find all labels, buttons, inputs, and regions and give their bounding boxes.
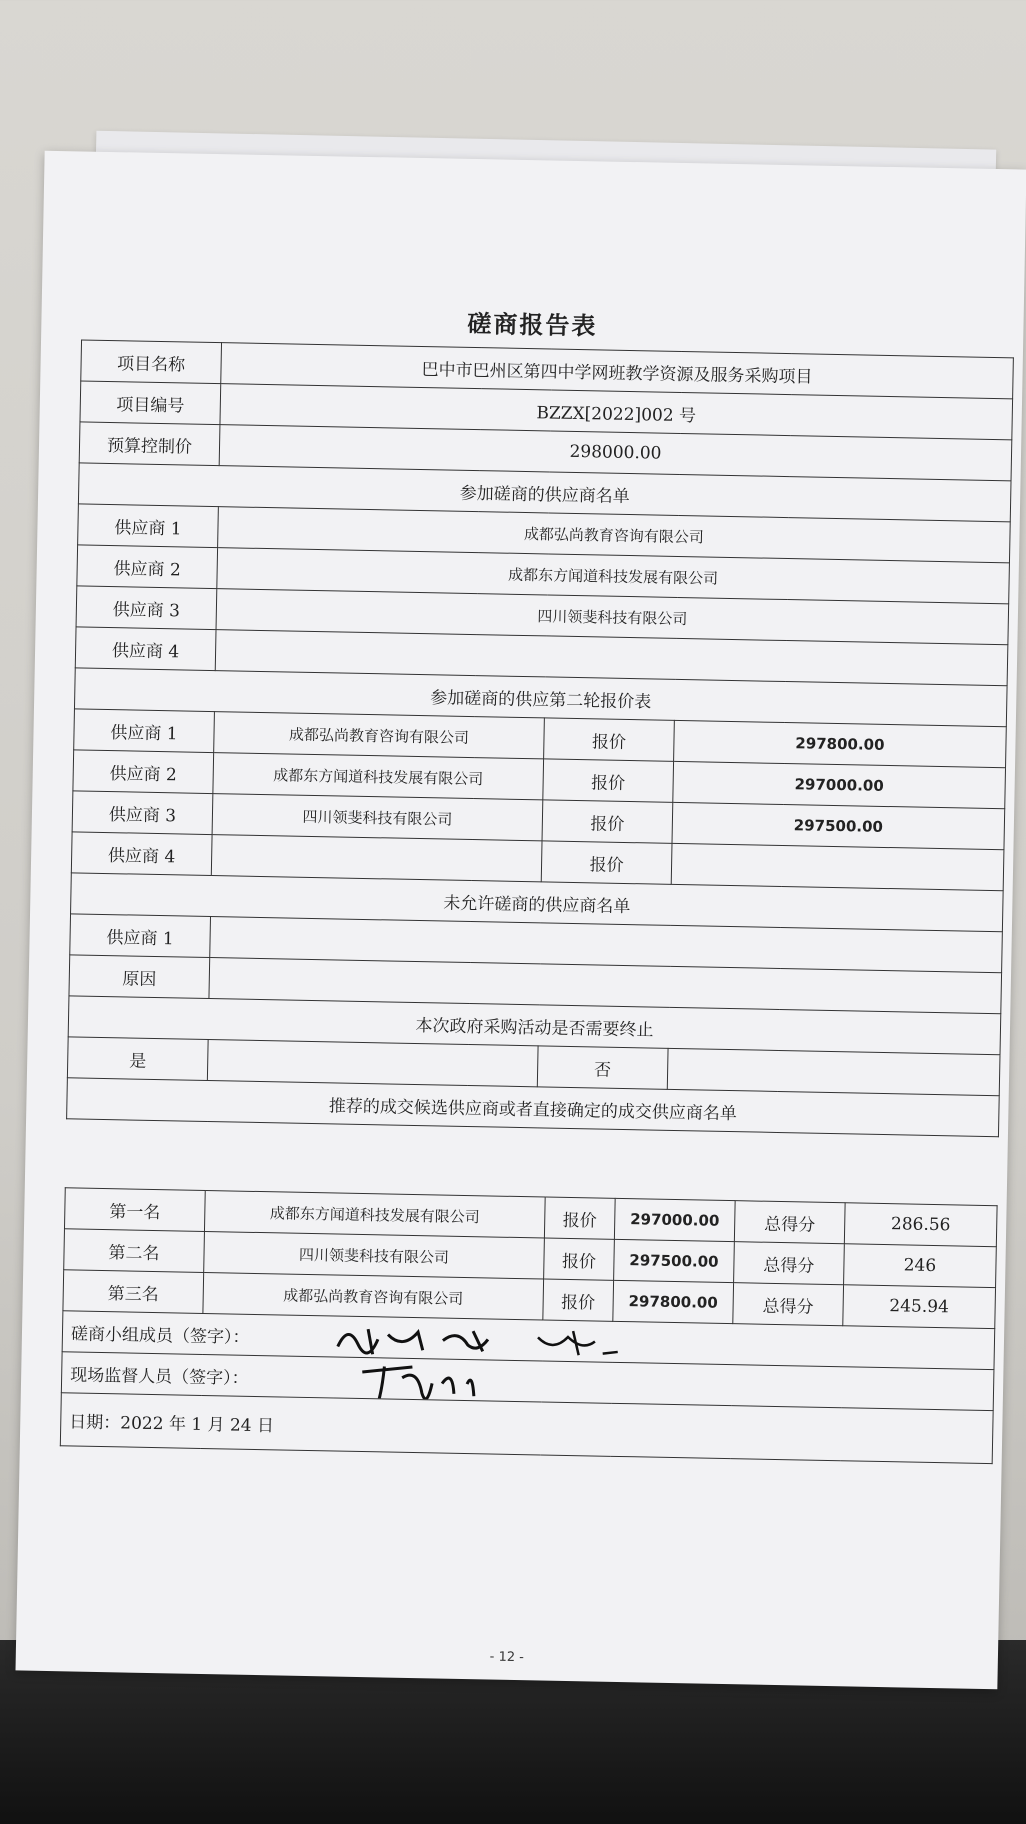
participant-label: 供应商 2 <box>77 545 218 589</box>
ranking-rank: 第三名 <box>63 1270 204 1314</box>
terminate-no-label: 否 <box>537 1046 668 1089</box>
quote-supplier-name: 四川领斐科技有限公司 <box>212 794 543 841</box>
quote-supplier-label: 供应商 4 <box>71 832 212 876</box>
quote-supplier-label: 供应商 1 <box>74 709 215 753</box>
ranking-score-label: 总得分 <box>733 1283 844 1326</box>
ranking-supplier-name: 成都东方闻道科技发展有限公司 <box>204 1190 545 1238</box>
quote-price-value: 297800.00 <box>674 720 1007 767</box>
recommended-heading: 推荐的成交候选供应商或者直接确定的成交供应商名单 <box>67 1078 1000 1137</box>
supervisor-signature-label: 现场监督人员（签字）： <box>69 1364 249 1389</box>
ranking-score-value: 246 <box>844 1244 997 1288</box>
project-code-label: 项目编号 <box>80 381 221 425</box>
ranking-rank: 第二名 <box>64 1229 205 1273</box>
second-round-heading: 参加磋商的供应第二轮报价表 <box>74 668 1007 727</box>
participants-heading: 参加磋商的供应商名单 <box>78 463 1011 522</box>
quote-supplier-label: 供应商 3 <box>72 791 213 835</box>
participant-name: 成都东方闻道科技发展有限公司 <box>217 548 1010 604</box>
ranking-price-value: 297800.00 <box>613 1280 734 1323</box>
quote-price-label: 报价 <box>543 759 674 802</box>
participant-label: 供应商 3 <box>76 586 217 630</box>
ranking-score-label: 总得分 <box>734 1242 845 1285</box>
ranking-supplier-name: 四川领斐科技有限公司 <box>204 1231 545 1279</box>
ranking-score-label: 总得分 <box>734 1201 845 1244</box>
quote-price-value: 297500.00 <box>672 802 1005 849</box>
ranking-price-label: 报价 <box>543 1279 614 1321</box>
date-cell: 日期：2022 年 1 月 24 日 <box>60 1393 993 1464</box>
quote-price-value: 297000.00 <box>673 761 1006 808</box>
participant-name: 四川领斐科技有限公司 <box>216 589 1009 645</box>
ranking-score-value: 245.94 <box>843 1285 996 1329</box>
participant-label: 供应商 1 <box>78 504 219 548</box>
document-page <box>16 151 1026 1690</box>
quote-supplier-label: 供应商 2 <box>73 750 214 794</box>
ranking-price-label: 报价 <box>544 1238 615 1280</box>
project-name-value: 巴中市巴州区第四中学网班教学资源及服务采购项目 <box>221 343 1014 399</box>
ranking-table <box>60 1187 998 1464</box>
report-table <box>66 339 1014 1137</box>
report-title: 磋商报告表 <box>467 308 598 341</box>
quote-price-label: 报价 <box>541 841 672 884</box>
page-number: - 12 - <box>489 1649 525 1666</box>
not-allowed-reason-label: 原因 <box>69 955 210 999</box>
terminate-yes-label: 是 <box>67 1037 208 1081</box>
quote-supplier-name: 成都弘尚教育咨询有限公司 <box>214 712 545 759</box>
ranking-price-value: 297000.00 <box>614 1198 735 1241</box>
ranking-price-label: 报价 <box>544 1197 615 1239</box>
budget-label: 预算控制价 <box>79 422 220 466</box>
not-allowed-supplier-label: 供应商 1 <box>70 914 211 958</box>
ranking-rank: 第一名 <box>64 1188 205 1232</box>
quote-price-label: 报价 <box>542 800 673 843</box>
ranking-price-value: 297500.00 <box>614 1239 735 1282</box>
participant-name: 成都弘尚教育咨询有限公司 <box>218 507 1011 563</box>
terminate-yes-value <box>207 1040 538 1087</box>
panel-signature-label: 磋商小组成员（签字）： <box>70 1323 250 1348</box>
participant-label: 供应商 4 <box>75 627 216 671</box>
ranking-score-value: 286.56 <box>844 1203 997 1247</box>
quote-price-value <box>671 843 1004 890</box>
project-code-value: BZZX[2022]002 号 <box>220 384 1013 440</box>
not-allowed-heading: 未允许磋商的供应商名单 <box>71 873 1004 932</box>
quote-supplier-name <box>211 835 542 882</box>
terminate-no-value <box>667 1048 1000 1095</box>
project-name-label: 项目名称 <box>81 340 222 384</box>
terminate-heading: 本次政府采购活动是否需要终止 <box>68 996 1001 1055</box>
quote-supplier-name: 成都东方闻道科技发展有限公司 <box>213 753 544 800</box>
quote-price-label: 报价 <box>544 718 675 761</box>
ranking-supplier-name: 成都弘尚教育咨询有限公司 <box>203 1272 544 1320</box>
budget-value: 298000.00 <box>219 425 1012 481</box>
